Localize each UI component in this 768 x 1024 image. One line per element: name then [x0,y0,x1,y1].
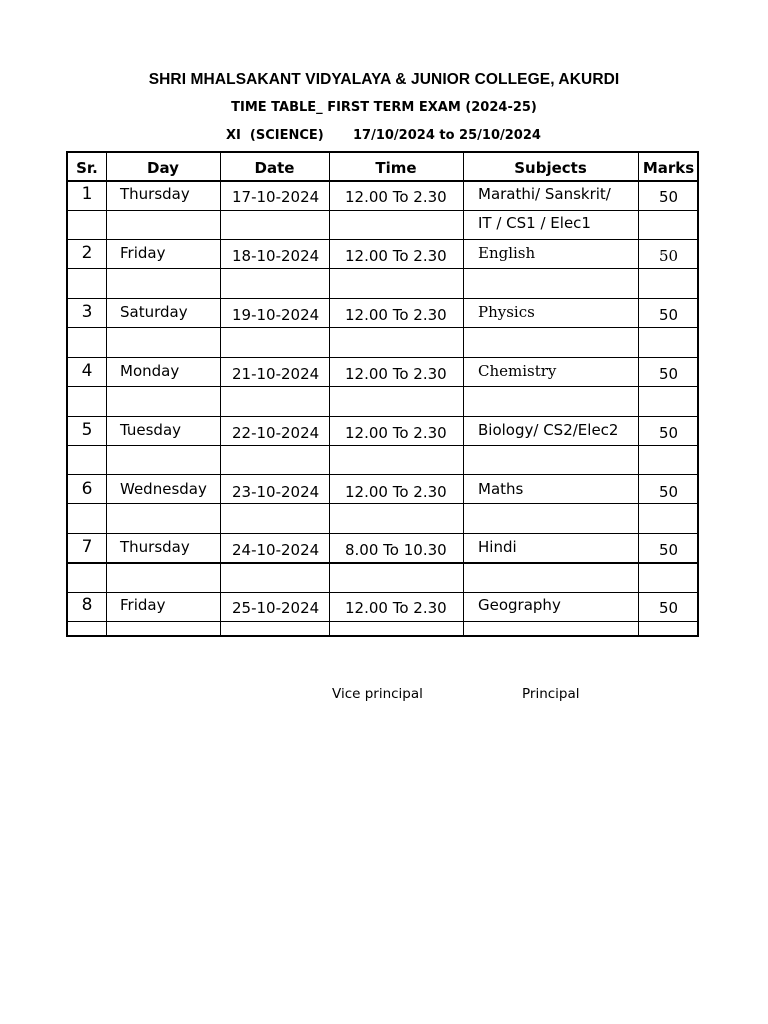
exam-marks: 50 [658,188,679,206]
row-divider [68,268,697,269]
row-divider [68,621,697,622]
exam-marks: 50 [658,306,679,324]
exam-date: 25-10-2024 [232,599,320,617]
serial-number: 4 [81,361,93,381]
serial-number: 3 [81,302,93,322]
serial-number: 8 [81,595,93,615]
exam-subject: Geography [478,596,561,614]
exam-date: 18-10-2024 [232,247,320,265]
exam-subject: Chemistry [478,362,557,380]
exam-day: Friday [120,596,166,614]
exam-subject: Maths [478,480,524,498]
column-header-marks: Marks [642,159,695,177]
exam-marks: 50 [658,541,679,559]
exam-time: 12.00 To 2.30 [345,365,447,383]
exam-day: Monday [120,362,180,380]
row-divider [68,298,697,299]
row-divider [68,416,697,417]
exam-marks: 50 [658,483,679,501]
exam-subject: Biology/ CS2/Elec2 [478,421,619,439]
column-header-subjects: Subjects [514,159,587,177]
exam-marks: 50 [658,365,679,383]
exam-date: 23-10-2024 [232,483,320,501]
exam-time: 12.00 To 2.30 [345,424,447,442]
row-divider [68,327,697,328]
row-divider [68,180,697,182]
row-divider [68,445,697,446]
exam-date: 19-10-2024 [232,306,320,324]
exam-time: 12.00 To 2.30 [345,599,447,617]
exam-title: TIME TABLE_ FIRST TERM EXAM (2024-25) [231,100,537,115]
principal-signature-label: Principal [522,686,580,702]
column-header-sr: Sr. [76,159,98,177]
serial-number: 1 [81,184,93,204]
exam-day: Tuesday [120,421,182,439]
exam-time: 12.00 To 2.30 [345,306,447,324]
exam-marks: 50 [658,599,679,617]
row-divider [68,239,697,240]
column-header-day: Day [147,159,179,177]
exam-day: Thursday [120,538,190,556]
serial-number: 7 [81,537,93,557]
class-name: XI (SCIENCE) [226,128,324,143]
exam-day: Thursday [120,185,190,203]
vice-principal-signature-label: Vice principal [332,686,423,702]
row-divider [68,562,697,564]
exam-time: 8.00 To 10.30 [345,541,447,559]
school-name: SHRI MHALSAKANT VIDYALAYA & JUNIOR COLLEGE, AKURDI [148,71,620,88]
exam-date: 17-10-2024 [232,188,320,206]
row-divider [68,592,697,593]
exam-subject: Marathi/ Sanskrit/ [478,185,611,203]
serial-number: 6 [81,479,93,499]
exam-day: Friday [120,244,166,262]
exam-time: 12.00 To 2.30 [345,483,447,501]
exam-subject: Physics [478,303,535,321]
row-divider [68,210,697,211]
exam-subject: English [478,244,536,262]
row-divider [68,357,697,358]
timetable-table [66,151,699,637]
exam-time: 12.00 To 2.30 [345,188,447,206]
exam-marks: 50 [658,424,679,442]
row-divider [68,474,697,475]
serial-number: 2 [81,243,93,263]
exam-subject: Hindi [478,538,517,556]
exam-day: Wednesday [120,480,207,498]
exam-time: 12.00 To 2.30 [345,247,447,265]
exam-marks: 50 [658,247,679,265]
exam-date: 21-10-2024 [232,365,320,383]
column-header-date: Date [254,159,295,177]
column-header-time: Time [375,159,417,177]
row-divider [68,533,697,534]
row-divider [68,386,697,387]
exam-date: 24-10-2024 [232,541,320,559]
date-range: 17/10/2024 to 25/10/2024 [353,128,541,143]
exam-subject-line2: IT / CS1 / Elec1 [478,214,591,232]
exam-day: Saturday [120,303,188,321]
row-divider [68,503,697,504]
exam-date: 22-10-2024 [232,424,320,442]
serial-number: 5 [81,420,93,440]
